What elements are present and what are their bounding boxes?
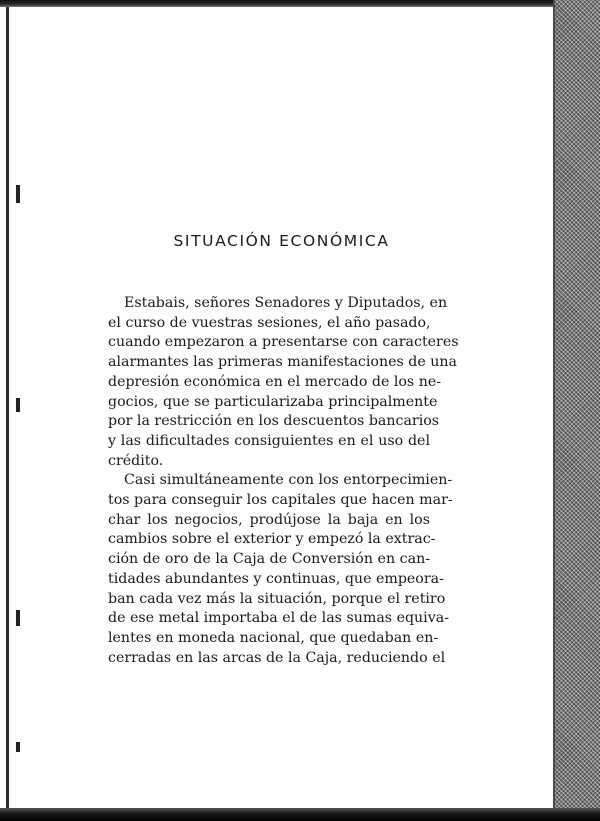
- text-line: tidades abundantes y continuas, que empeora-: [108, 570, 444, 587]
- text-line: ción de oro de la Caja de Conversión en can-: [108, 551, 430, 568]
- body-paragraphs: [108, 294, 459, 668]
- text-line: de ese metal importaba el de las sumas equiva-: [108, 610, 449, 627]
- scan-mark: [16, 742, 20, 752]
- section-heading: SITUACIÓN ECONÓMICA: [173, 232, 390, 250]
- text-line: ban cada vez más la situación, porque el retiro: [108, 590, 446, 607]
- scan-noise-strip: [555, 0, 600, 821]
- text-line: depresión económica en el mercado de los ne-: [108, 373, 442, 390]
- scan-border-top: [0, 0, 600, 7]
- scan-mark: [16, 398, 20, 412]
- text-line: Casi simultáneamente con los entorpecimien-: [124, 472, 453, 489]
- text-line: gocios, que se particularizaba principalmente: [108, 393, 438, 410]
- text-line: lentes en moneda nacional, que quedaban en-: [108, 629, 439, 646]
- scan-mark: [16, 610, 20, 626]
- text-line: char los negocios, prodújose la baja en los: [108, 511, 430, 528]
- text-line: crédito.: [108, 452, 164, 469]
- scan-border-bottom: [0, 808, 600, 821]
- binding-edge: [6, 0, 9, 821]
- text-line: alarmantes las primeras manifestaciones de una: [108, 354, 457, 371]
- text-line: cerradas en las arcas de la Caja, reduciendo el: [108, 649, 446, 666]
- text-line: por la restricción en los descuentos bancarios: [108, 413, 440, 430]
- scan-mark: [16, 185, 20, 203]
- text-line: cambios sobre el exterior y empezó la extrac-: [108, 531, 436, 548]
- text-line: y las dificultades consiguientes en el uso del: [108, 432, 430, 449]
- text-line: tos para conseguir los capitales que hacen mar-: [108, 492, 453, 509]
- text-line: el curso de vuestras sesiones, el año pasado,: [108, 314, 431, 331]
- text-line: Estabais, señores Senadores y Diputados, en: [124, 295, 448, 311]
- text-line: cuando empezaron a presentarse con caracteres: [108, 334, 459, 351]
